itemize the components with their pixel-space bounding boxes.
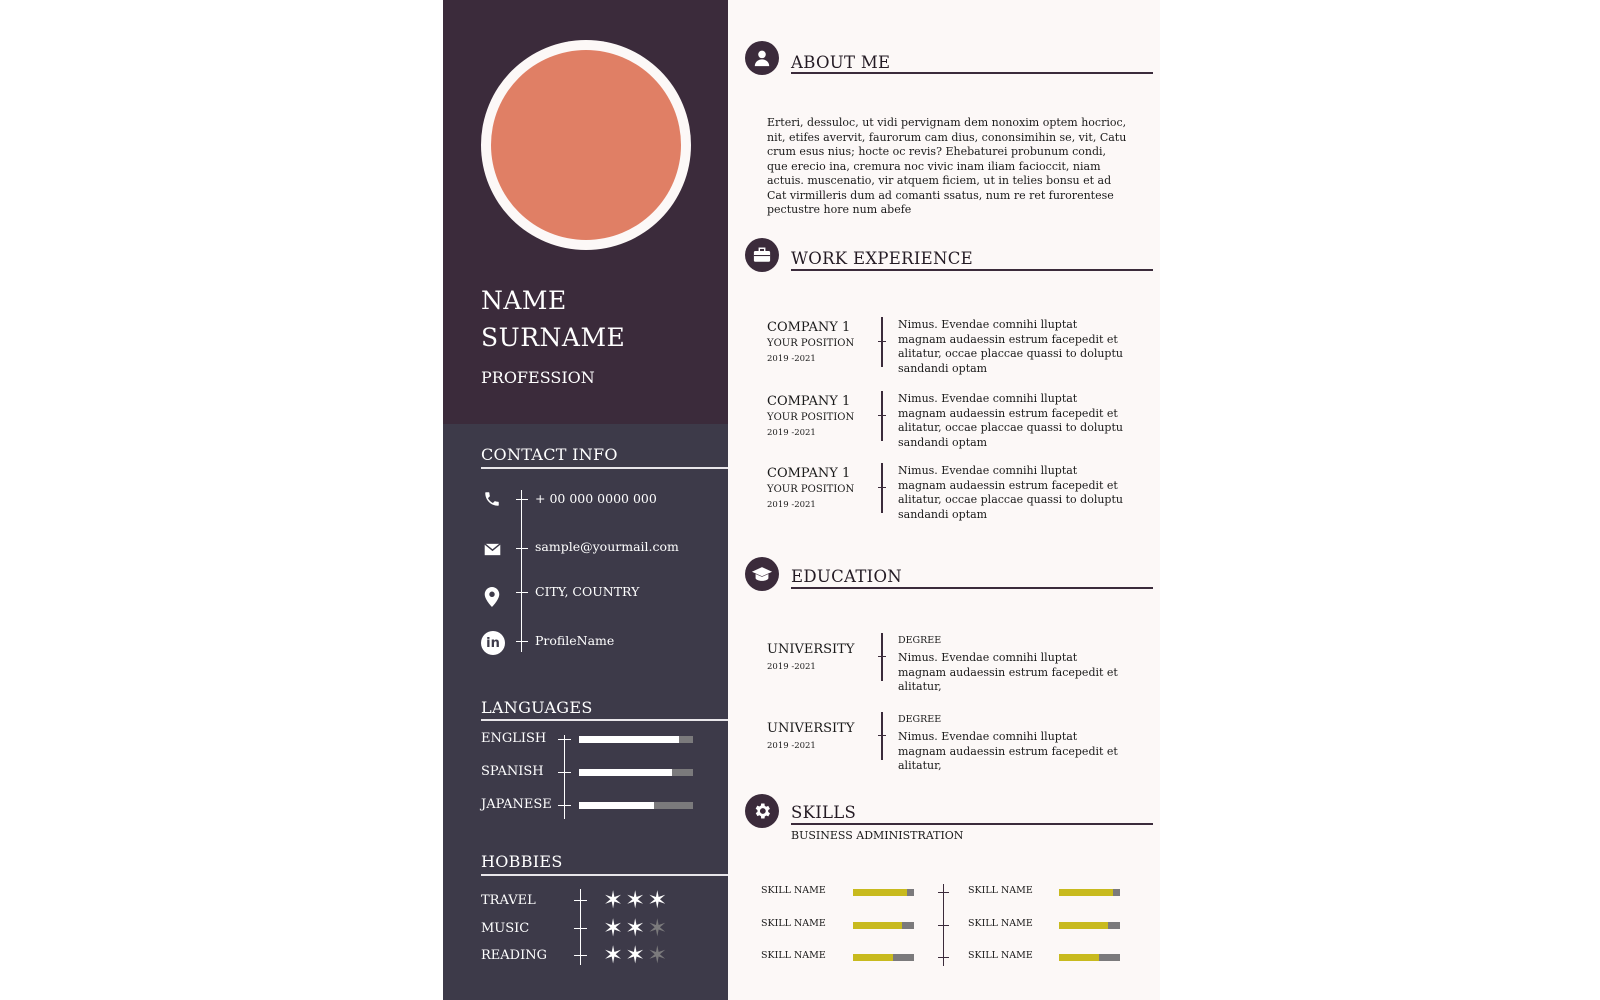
hobby-rating	[603, 888, 669, 912]
education-timeline	[881, 633, 883, 681]
contact-tick	[516, 548, 528, 549]
skill-level-fill	[853, 889, 907, 896]
skills-heading: SKILLS	[791, 803, 857, 822]
education-tick	[878, 656, 886, 657]
skill-tick	[938, 957, 949, 958]
briefcase-icon	[745, 238, 779, 272]
languages-timeline	[564, 735, 565, 819]
phone-icon	[481, 488, 503, 510]
language-label: SPANISH	[481, 764, 544, 779]
job-company: COMPANY 1	[767, 394, 851, 409]
education-description: Nimus. Evendae comnihi lluptat magnam audaessin estrum facepedit et alitatur,	[898, 730, 1118, 772]
language-tick	[558, 772, 571, 773]
skill-label: SKILL NAME	[968, 918, 1033, 929]
about-text: Erteri, dessuloc, ut vidi pervignam dem nonoxim optem hocrioc, nit, etifes avervit, faurorum cam dius, cononsimihin se, vit, Catu crum esus nius; hocte oc revis? Ehebaturei probunum condi, que erecio ina, cremura noc vivic inam iliam facioccit, niam actuis. muscenatio, vir atquem ficiem, ut in telies bonsu et ad Cat virmilleris dum ad comanti ssatus, num re ret furorentese pectustre hore num abefe	[767, 116, 1127, 216]
job-tick	[878, 487, 886, 488]
job-position: YOUR POSITION	[767, 412, 855, 423]
profession: PROFESSION	[481, 368, 595, 387]
job-description: Nimus. Evendae comnihi lluptat magnam audaessin estrum facepedit et alitatur, occae placcae quassi to doluptu sandandi optam	[898, 464, 1123, 521]
language-label: JAPANESE	[481, 797, 552, 812]
skill-label: SKILL NAME	[968, 950, 1033, 961]
university-name: UNIVERSITY	[767, 721, 855, 736]
skill-tick	[938, 892, 949, 893]
person-icon	[745, 41, 779, 75]
hobby-rating	[603, 916, 669, 940]
skill-label: SKILL NAME	[968, 885, 1033, 896]
education-tick	[878, 735, 886, 736]
education-dates: 2019 -2021	[767, 662, 816, 672]
skill-level-fill	[1059, 922, 1108, 929]
hobby-label: TRAVEL	[481, 893, 536, 908]
skills-subtitle: BUSINESS ADMINISTRATION	[791, 829, 964, 842]
skill-tick	[938, 925, 949, 926]
contact-timeline	[521, 490, 522, 652]
star-icon: ✶	[625, 914, 648, 942]
work-heading: WORK EXPERIENCE	[791, 249, 974, 268]
job-dates: 2019 -2021	[767, 354, 816, 364]
linkedin-profile[interactable]: ProfileName	[535, 633, 615, 648]
location: CITY, COUNTRY	[535, 584, 640, 599]
resume-page	[443, 0, 1160, 1000]
education-description: Nimus. Evendae comnihi lluptat magnam audaessin estrum facepedit et alitatur,	[898, 651, 1118, 693]
language-level-fill	[579, 802, 654, 809]
education-divider	[791, 587, 1153, 589]
contact-tick	[516, 592, 528, 593]
hobbies-divider	[481, 874, 728, 876]
hobby-tick	[574, 900, 587, 901]
language-tick	[558, 805, 571, 806]
star-icon: ✶	[603, 886, 626, 914]
job-company: COMPANY 1	[767, 466, 851, 481]
skill-level-bar	[853, 922, 914, 929]
skill-level-fill	[1059, 954, 1099, 961]
hobby-rating	[603, 943, 669, 967]
skill-level-fill	[1059, 889, 1113, 896]
job-position: YOUR POSITION	[767, 484, 855, 495]
star-icon: ✶	[625, 941, 648, 969]
skill-level-fill	[853, 954, 893, 961]
job-dates: 2019 -2021	[767, 500, 816, 510]
email-address[interactable]: sample@yourmail.com	[535, 539, 679, 554]
job-timeline	[881, 391, 883, 441]
job-tick	[878, 415, 886, 416]
education-heading: EDUCATION	[791, 567, 903, 586]
job-dates: 2019 -2021	[767, 428, 816, 438]
language-level-bar	[579, 736, 693, 743]
university-name: UNIVERSITY	[767, 642, 855, 657]
phone-number[interactable]: + 00 000 0000 000	[535, 491, 657, 506]
first-name: NAME	[481, 286, 567, 315]
skill-level-fill	[853, 922, 902, 929]
job-timeline	[881, 463, 883, 513]
languages-divider	[481, 719, 728, 721]
contact-tick	[516, 641, 528, 642]
job-tick	[878, 341, 886, 342]
mail-icon	[481, 538, 503, 560]
gear-icon	[745, 794, 779, 828]
graduation-cap-icon	[745, 557, 779, 591]
about-heading: ABOUT ME	[791, 53, 891, 72]
language-label: ENGLISH	[481, 731, 547, 746]
contact-divider	[481, 467, 728, 469]
hobby-label: MUSIC	[481, 921, 530, 936]
skill-level-bar	[853, 889, 914, 896]
hobbies-heading: HOBBIES	[481, 852, 563, 871]
contact-heading: CONTACT INFO	[481, 445, 618, 464]
surname: SURNAME	[481, 323, 626, 352]
language-level-bar	[579, 802, 693, 809]
languages-heading: LANGUAGES	[481, 698, 593, 717]
degree-label: DEGREE	[898, 714, 942, 725]
work-divider	[791, 269, 1153, 271]
job-position: YOUR POSITION	[767, 338, 855, 349]
about-divider	[791, 72, 1153, 74]
star-icon: ✶	[647, 914, 670, 942]
skills-divider	[791, 823, 1153, 825]
job-company: COMPANY 1	[767, 320, 851, 335]
job-description: Nimus. Evendae comnihi lluptat magnam audaessin estrum facepedit et alitatur, occae placcae quassi to doluptu sandandi optam	[898, 318, 1123, 375]
hobby-label: READING	[481, 948, 547, 963]
hobby-tick	[574, 928, 587, 929]
sidebar-profile-panel	[443, 0, 728, 424]
language-level-fill	[579, 769, 672, 776]
skill-label: SKILL NAME	[761, 950, 826, 961]
skill-label: SKILL NAME	[761, 885, 826, 896]
education-timeline	[881, 712, 883, 760]
skill-level-bar	[1059, 889, 1120, 896]
skill-level-bar	[1059, 954, 1120, 961]
star-icon: ✶	[625, 886, 648, 914]
skill-label: SKILL NAME	[761, 918, 826, 929]
star-icon: ✶	[647, 886, 670, 914]
linkedin-icon[interactable]: in	[481, 631, 505, 655]
location-pin-icon	[481, 586, 503, 608]
skill-level-bar	[1059, 922, 1120, 929]
job-timeline	[881, 317, 883, 367]
language-level-bar	[579, 769, 693, 776]
skill-level-bar	[853, 954, 914, 961]
language-tick	[558, 739, 571, 740]
star-icon: ✶	[603, 914, 626, 942]
language-level-fill	[579, 736, 679, 743]
profile-photo	[491, 50, 681, 240]
degree-label: DEGREE	[898, 635, 942, 646]
contact-tick	[516, 499, 528, 500]
hobby-tick	[574, 955, 587, 956]
star-icon: ✶	[647, 941, 670, 969]
education-dates: 2019 -2021	[767, 741, 816, 751]
job-description: Nimus. Evendae comnihi lluptat magnam audaessin estrum facepedit et alitatur, occae placcae quassi to doluptu sandandi optam	[898, 392, 1123, 449]
star-icon: ✶	[603, 941, 626, 969]
